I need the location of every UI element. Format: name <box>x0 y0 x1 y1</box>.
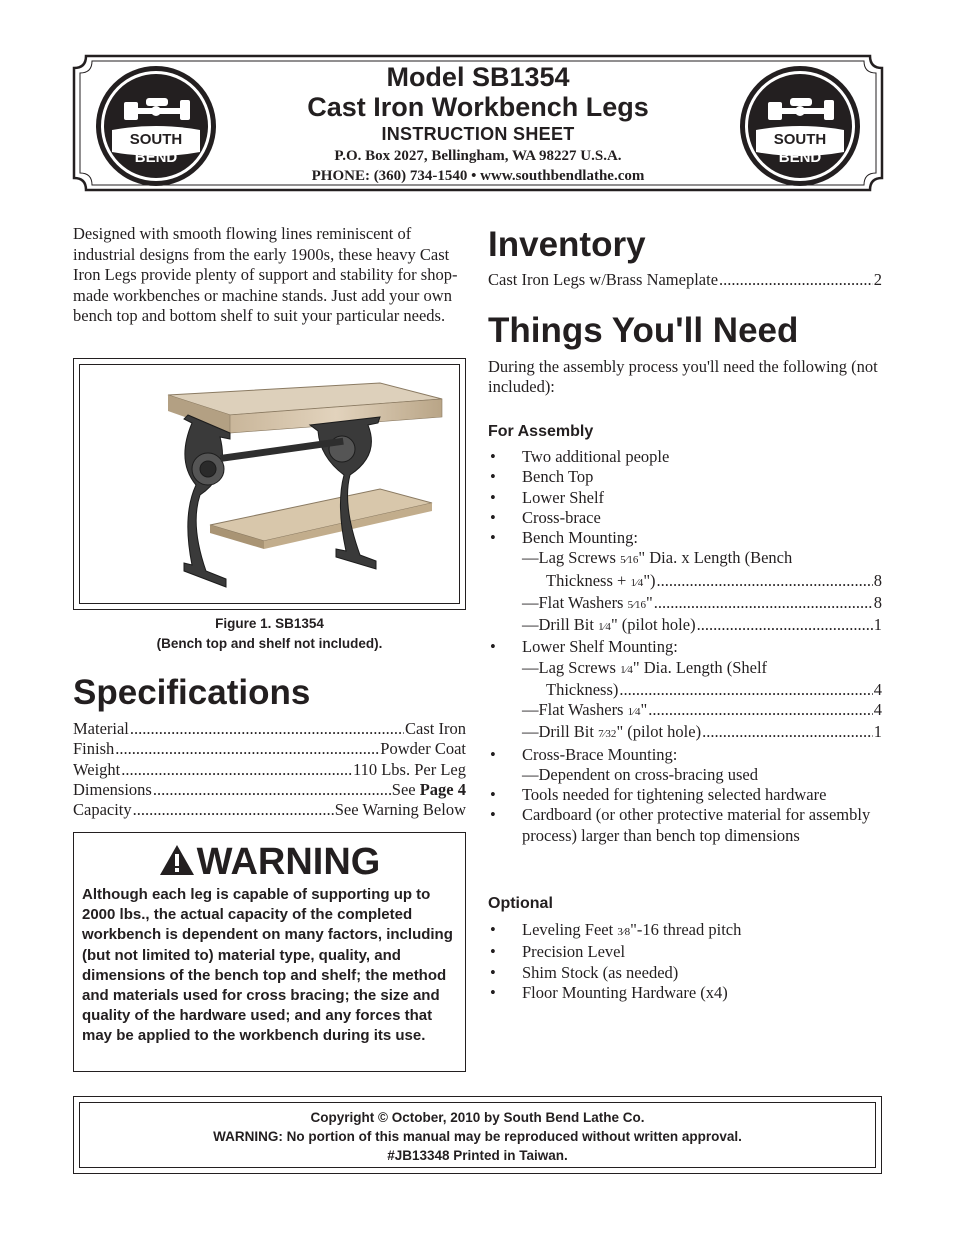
list-item: • Lower Shelf <box>490 487 605 507</box>
list-item: • Bench Mounting: <box>490 528 638 547</box>
model-title: Model SB1354 <box>386 62 570 92</box>
list-item: • Two additional people <box>490 447 670 466</box>
inventory-heading: Inventory <box>488 225 646 264</box>
south-bend-logo-right <box>738 64 862 188</box>
logo-text-bend: BEND <box>134 149 178 166</box>
list-item: • Leveling Feet 3⁄8"-16 thread pitch <box>490 920 742 939</box>
spec-label: Capacity <box>73 800 132 820</box>
sub-item: Thickness + 1⁄4") ..... 8 <box>488 571 882 593</box>
sub-item: —Flat Washers 5⁄16" ..... 8 <box>488 593 882 615</box>
figure-1-caption <box>73 614 466 654</box>
things-needed-intro: During the assembly process you'll need the following (not included): <box>488 357 878 397</box>
warning-triangle-icon <box>159 844 195 876</box>
sheet-type: INSTRUCTION SHEET <box>381 124 575 144</box>
things-needed-heading: Things You'll Need <box>488 311 799 350</box>
logo-text-south: SOUTH <box>129 131 183 148</box>
list-item: • Shim Stock (as needed) <box>490 962 679 982</box>
product-title: Cast Iron Workbench Legs <box>307 92 649 122</box>
inventory-item: Cast Iron Legs w/Brass Nameplate <box>488 270 719 289</box>
sub-item: —Flat Washers 1⁄4" ..... 4 <box>488 700 882 722</box>
specifications-list <box>73 719 466 820</box>
list-item: • Tools needed for tightening selected hardware <box>490 785 827 804</box>
list-item: • Cross-Brace Mounting: <box>490 744 678 764</box>
print-info: #JB13348 Printed in Taiwan. <box>387 1148 568 1163</box>
copyright-footer <box>73 1096 882 1174</box>
logo-text-bend: BEND <box>778 149 822 166</box>
spec-value: See Warning Below <box>334 800 466 820</box>
inventory-item-row <box>488 270 882 291</box>
figure-1-frame <box>73 358 466 610</box>
sub-item: —Lag Screws 1⁄4" Dia. Length (Shelf <box>522 657 768 677</box>
header-title-block <box>252 62 704 186</box>
copyright-line: Copyright © October, 2010 by South Bend Lathe Co. <box>310 1110 645 1125</box>
spec-row-capacity <box>73 800 466 820</box>
list-item: • Lower Shelf Mounting: <box>490 637 678 657</box>
warning-box <box>73 832 466 1072</box>
page-reference-link[interactable]: Page 4 <box>419 779 466 799</box>
inventory-qty: 2 <box>873 270 882 289</box>
spec-label: Weight <box>73 759 121 779</box>
list-item: • Cross-brace <box>490 507 601 527</box>
assembly-list <box>488 447 882 846</box>
spec-row-finish <box>73 739 466 759</box>
sub-item: Thickness) ..... 4 <box>488 680 882 700</box>
spec-label: Material <box>73 719 129 738</box>
spec-value: See Page 4 <box>391 779 466 799</box>
optional-heading: Optional <box>488 895 553 912</box>
warning-heading <box>74 839 465 885</box>
list-item: • Bench Top <box>490 467 594 487</box>
logo-text-south: SOUTH <box>773 131 827 148</box>
list-item: • Floor Mounting Hardware (x4) <box>490 982 728 1002</box>
company-phone-web: PHONE: (360) 734-1540 • www.southbendlathe.com <box>311 168 645 184</box>
warning-title-text: WARNING <box>196 841 381 883</box>
sub-item: —Dependent on cross-bracing used <box>522 764 758 784</box>
for-assembly-heading: For Assembly <box>488 423 594 440</box>
reproduction-warning: WARNING: No portion of this manual may be reproduced without written approval. <box>213 1129 742 1144</box>
spec-row-dimensions <box>73 780 466 800</box>
spec-label: Finish <box>73 739 115 759</box>
page-header <box>72 54 884 192</box>
specifications-heading: Specifications <box>73 673 311 712</box>
spec-value: 110 Lbs. Per Leg <box>352 759 466 779</box>
list-item: • Cardboard (or other protective material for assembly process) larger than bench top dimensions <box>490 805 871 845</box>
optional-list <box>488 920 882 1003</box>
caption-note: (Bench top and shelf not included). <box>156 636 383 651</box>
spec-label: Dimensions <box>73 779 152 799</box>
list-item: • Precision Level <box>490 942 626 962</box>
warning-text: Although each leg is capable of supporting up to 2000 lbs., the actual capacity of the completed workbench is dependent on many factors, including (but not limited to) material type, quality, and dimensions of the bench top and shelf; the method and materials used for cross bracing; the size and quality of the hardware used; and any forces that may be applied to the workbench during its use. <box>82 886 453 1045</box>
sub-item: —Drill Bit 1⁄4" (pilot hole) ..... 1 <box>488 615 882 637</box>
intro-paragraph: Designed with smooth flowing lines reminiscent of industrial designs from the early 1900s, these heavy Cast Iron Legs provide plenty of support and stability for shop-made workbenches or machine stands. Just add your own bench top and bottom shelf to suit your particular needs. <box>73 224 458 325</box>
south-bend-logo-left <box>94 64 218 188</box>
spec-value: Powder Coat <box>380 739 466 759</box>
spec-value: Cast Iron <box>405 719 466 738</box>
caption-title: Figure 1. SB1354 <box>215 616 324 631</box>
spec-row-weight <box>73 760 466 780</box>
sub-item: —Lag Screws 5⁄16" Dia. x Length (Bench <box>522 548 793 568</box>
company-address: P.O. Box 2027, Bellingham, WA 98227 U.S.A. <box>334 148 622 164</box>
spec-row-material <box>73 719 466 739</box>
workbench-illustration <box>80 365 461 605</box>
sub-item: —Drill Bit 7⁄32" (pilot hole) ..... 1 <box>488 722 882 744</box>
